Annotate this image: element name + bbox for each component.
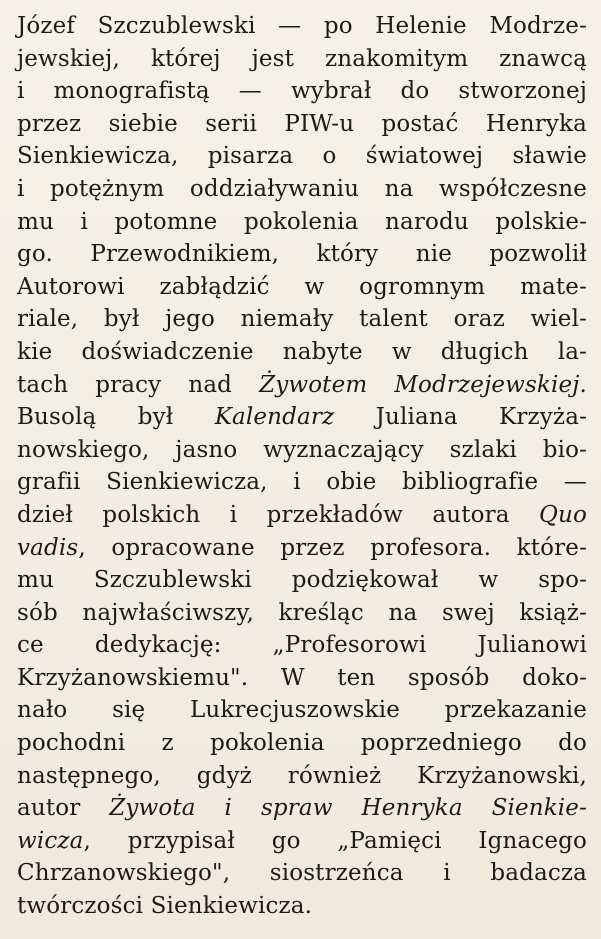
text-line: [17, 499, 587, 532]
text-line: [17, 173, 587, 206]
body-paragraph: [17, 10, 587, 923]
text-segment: riale, był jego niemały talent oraz wiel-: [17, 306, 587, 333]
text-line: [17, 532, 587, 565]
text-segment: mu Szczublewski podziękował w spo-: [17, 567, 587, 594]
text-segment: Sienkiewicza, pisarza o światowej sławie: [17, 143, 587, 170]
text-segment: ce dedykację: „Profesorowi Julianowi: [17, 632, 587, 659]
text-line: [17, 662, 587, 695]
text-segment: autor: [17, 795, 110, 822]
text-segment: dzieł polskich i przekładów autora: [17, 501, 540, 528]
text-segment: , przypisał go „Pamięci Ignacego: [83, 827, 587, 854]
text-line: [17, 10, 587, 43]
text-line: [17, 466, 587, 499]
text-line: [17, 75, 587, 108]
text-line: [17, 857, 587, 890]
text-line: [17, 629, 587, 662]
text-segment: przez siebie serii PIW-u postać Henryka: [17, 110, 587, 137]
italic-text-segment: Żywota i spraw Henryka Sienkie-: [109, 795, 587, 822]
text-segment: nowskiego, jasno wyznaczający szlaki bio-: [17, 436, 587, 463]
text-segment: go. Przewodnikiem, który nie pozwolił: [17, 241, 587, 268]
text-segment: i monografistą — wybrał do stworzonej: [17, 78, 587, 105]
text-line: [17, 694, 587, 727]
text-line: [17, 727, 587, 760]
italic-text-segment: Kalendarz: [214, 404, 335, 431]
text-segment: Józef Szczublewski — po Helenie Modrze-: [17, 13, 587, 39]
text-segment: jewskiej, której jest znakomitym znawcą: [17, 45, 587, 72]
text-segment: Autorowi zabłądzić w ogromnym mate-: [17, 273, 587, 300]
text-line: [17, 760, 587, 793]
text-segment: tach pracy nad: [17, 371, 260, 398]
text-line: [17, 597, 587, 630]
text-line: [17, 434, 587, 467]
text-segment: kie doświadczenie nabyte w długich la-: [17, 338, 587, 365]
text-line: [17, 890, 587, 923]
italic-text-segment: wicza: [17, 827, 84, 854]
text-line: [17, 140, 587, 173]
text-line: [17, 108, 587, 141]
text-segment: pochodni z pokolenia poprzedniego do: [17, 730, 587, 757]
text-segment: grafii Sienkiewicza, i obie bibliografie —: [17, 469, 587, 496]
text-line: [17, 792, 587, 825]
text-segment: i potężnym oddziaływaniu na współczesne: [17, 175, 587, 202]
text-segment: Krzyżanowskiemu". W ten sposób doko-: [17, 664, 587, 691]
text-line: [17, 43, 587, 76]
text-segment: Chrzanowskiego", siostrzeńca i badacza: [17, 860, 587, 887]
text-line: [17, 564, 587, 597]
text-line: [17, 303, 587, 336]
text-line: [17, 206, 587, 239]
text-line: [17, 401, 587, 434]
italic-text-segment: Żywotem Modrzejewskiej.: [259, 371, 587, 398]
text-line: [17, 271, 587, 304]
italic-text-segment: vadis: [17, 534, 79, 561]
text-segment: twórczości Sienkiewicza.: [17, 893, 313, 920]
text-line: [17, 238, 587, 271]
text-segment: nało się Lukrecjuszowskie przekazanie: [17, 697, 587, 724]
italic-text-segment: Quo: [539, 501, 587, 528]
text-segment: następnego, gdyż również Krzyżanowski,: [17, 762, 587, 789]
text-line: [17, 825, 587, 858]
text-segment: mu i potomne pokolenia narodu polskie-: [17, 208, 587, 235]
text-line: [17, 369, 587, 402]
text-line: [17, 336, 587, 369]
text-segment: Juliana Krzyża-: [334, 404, 587, 431]
text-segment: sób najwłaściwszy, kreśląc na swej książ-: [17, 599, 587, 626]
text-segment: , opracowane przez profesora. które-: [78, 534, 587, 561]
text-segment: Busolą był: [17, 404, 215, 431]
